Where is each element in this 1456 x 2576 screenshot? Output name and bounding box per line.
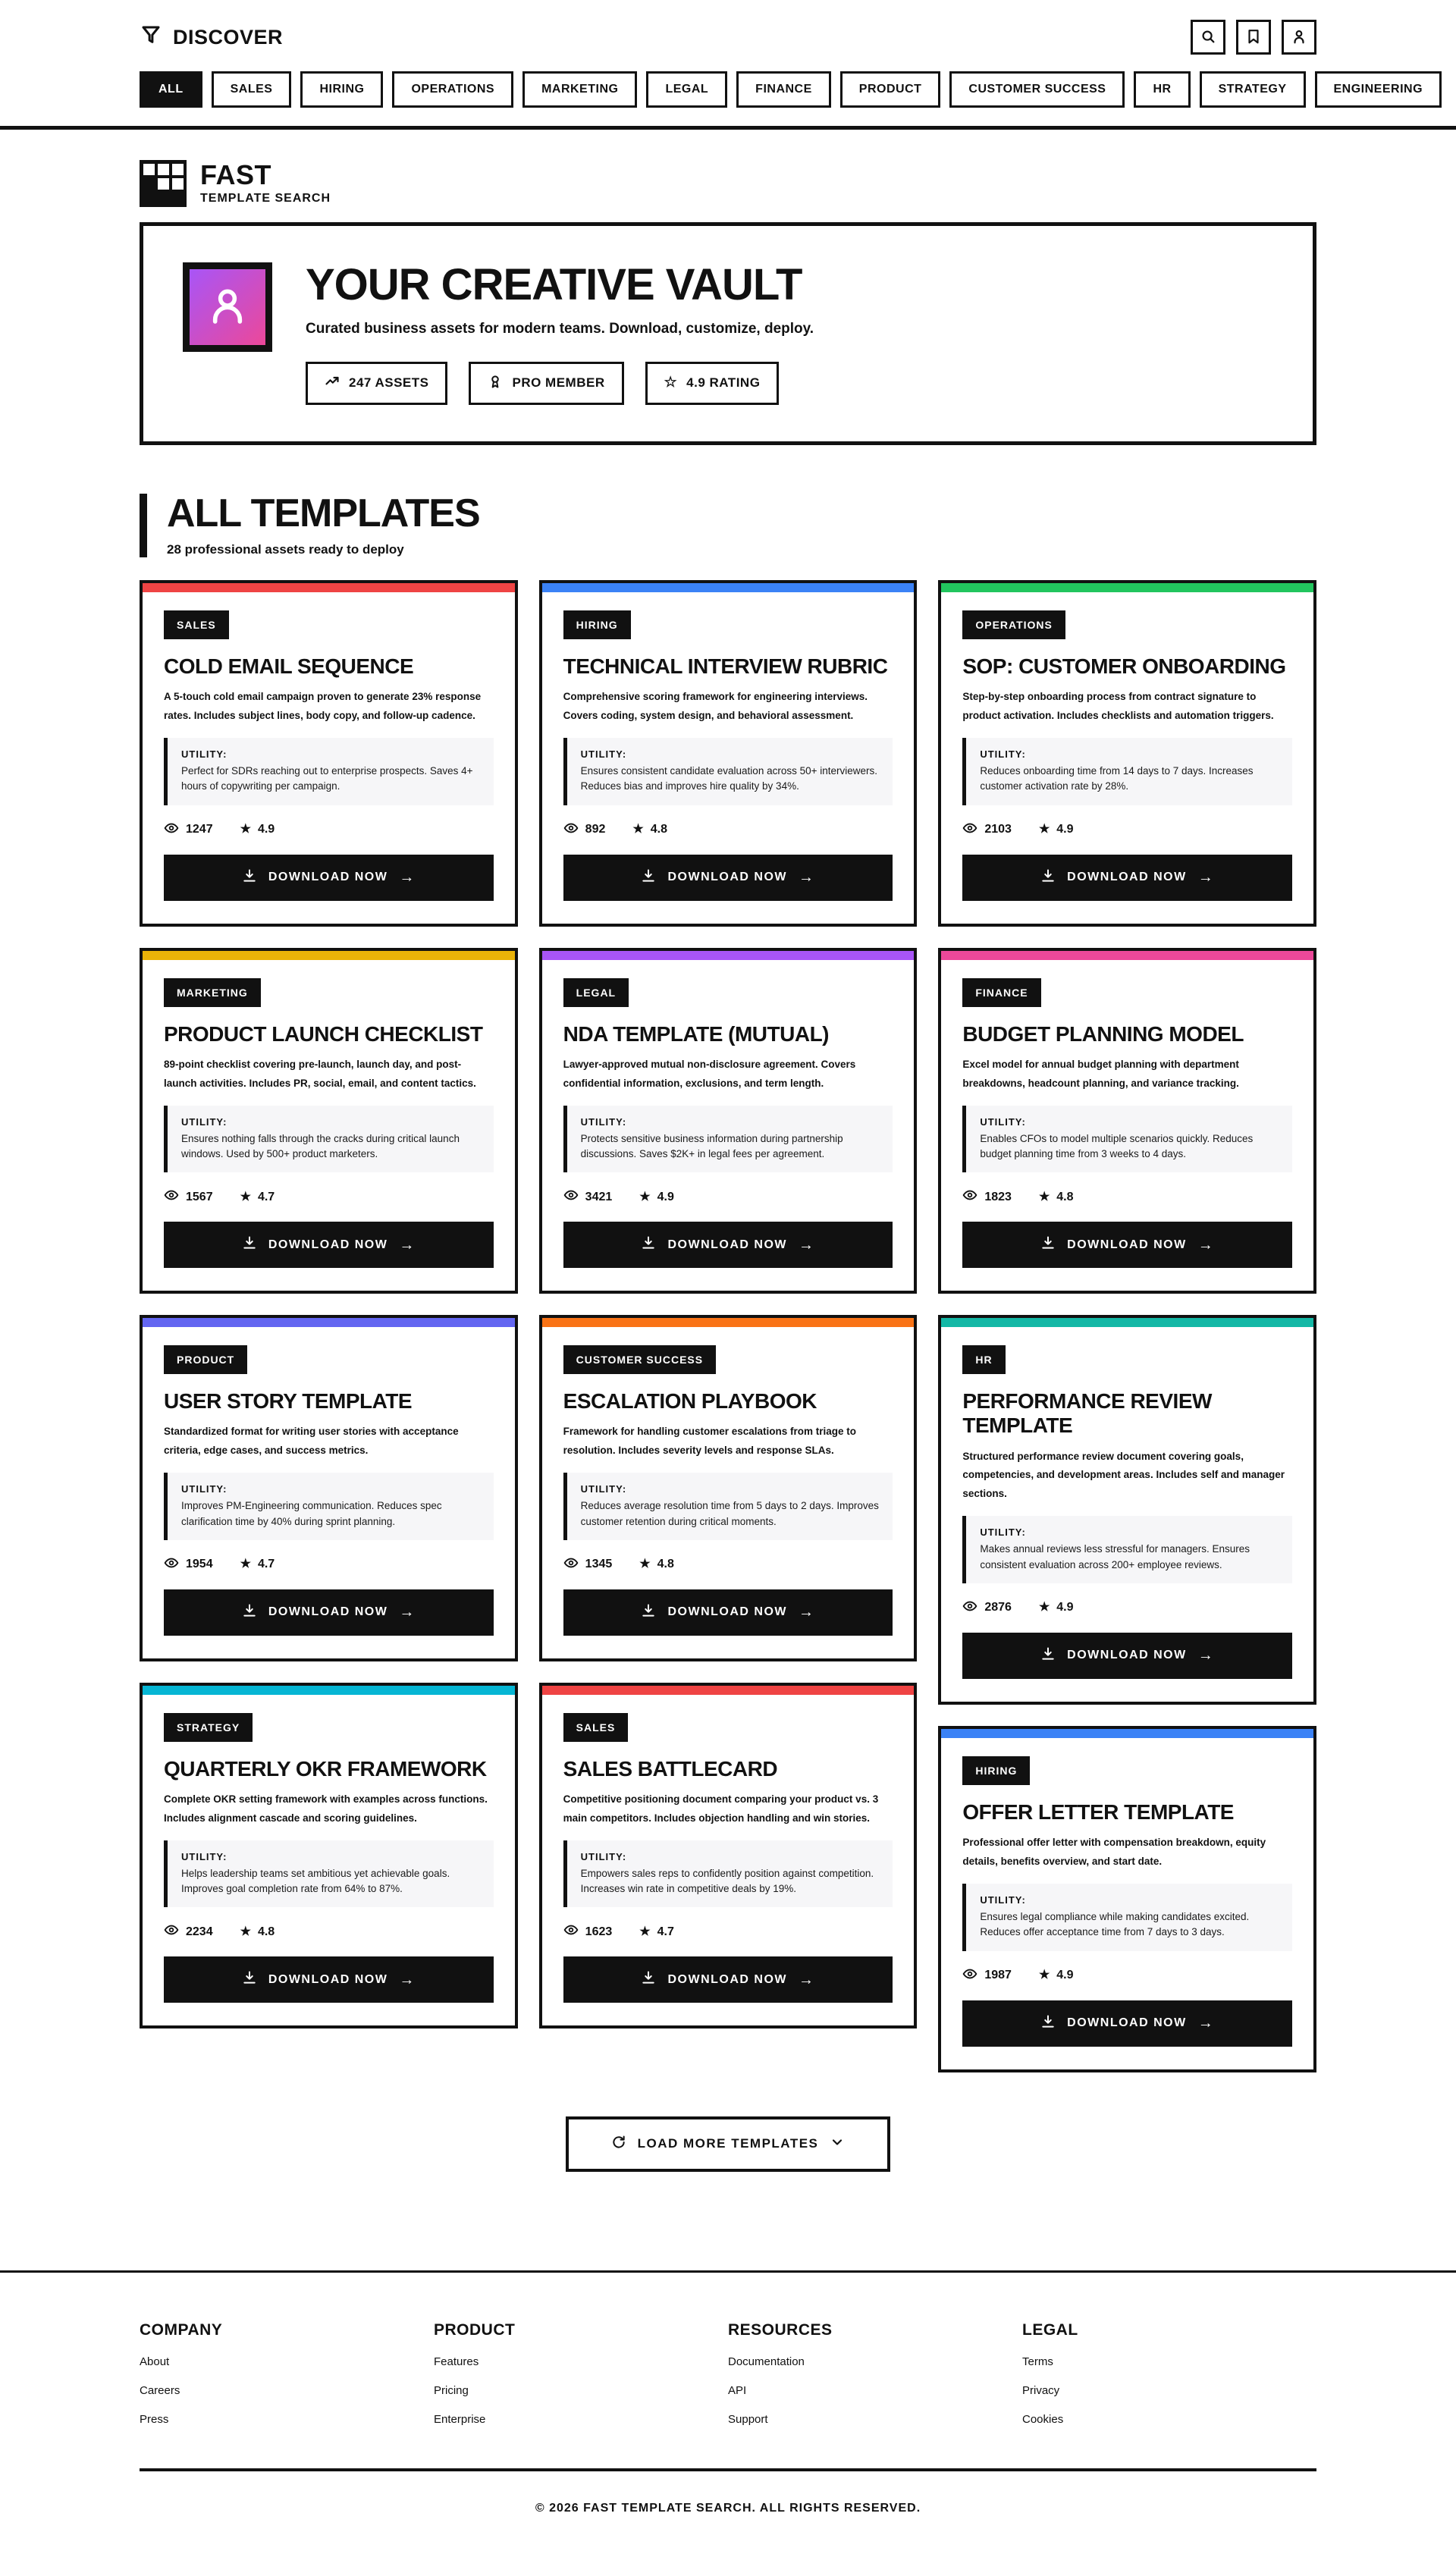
tab-hiring[interactable]: HIRING bbox=[300, 71, 383, 108]
user-button[interactable] bbox=[1282, 20, 1316, 55]
arrow-right-icon: → bbox=[799, 1236, 815, 1253]
site-footer bbox=[0, 2270, 1456, 2576]
utility-box bbox=[962, 1884, 1292, 1951]
eye-icon bbox=[962, 1599, 977, 1617]
brand-title: DISCOVER bbox=[173, 25, 284, 49]
category-badge: FINANCE bbox=[962, 978, 1040, 1007]
utility-text: Enables CFOs to model multiple scenarios quickly. Reduces budget planning time from 3 weeks to 4 days. bbox=[980, 1132, 1254, 1159]
download-icon bbox=[242, 1970, 257, 1989]
download-label: DOWNLOAD NOW bbox=[667, 1972, 788, 1986]
footer-link-press[interactable]: Press bbox=[140, 2412, 169, 2426]
footer-link-enterprise[interactable]: Enterprise bbox=[434, 2412, 486, 2426]
footer-link-documentation[interactable]: Documentation bbox=[728, 2355, 805, 2368]
utility-text: Improves PM-Engineering communication. Reduces spec clarification time by 40% during sprint planning. bbox=[181, 1500, 442, 1527]
footer-columns bbox=[140, 2321, 1316, 2426]
header-top bbox=[140, 0, 1316, 65]
hero-banner bbox=[140, 222, 1316, 445]
tab-marketing[interactable]: MARKETING bbox=[522, 71, 637, 108]
hero-badge bbox=[469, 362, 623, 405]
card-description: Standardized format for writing user stories with acceptance criteria, edge cases, and success metrics. bbox=[164, 1426, 459, 1457]
category-badge: HR bbox=[962, 1345, 1005, 1374]
bookmark-icon bbox=[1245, 28, 1262, 47]
load-more-label: LOAD MORE TEMPLATES bbox=[637, 2136, 819, 2151]
section-subtitle: 28 professional assets ready to deploy bbox=[167, 541, 404, 557]
star-icon: ★ bbox=[1038, 1969, 1050, 1982]
card-accent-bar bbox=[941, 1318, 1313, 1327]
hero-subtitle: Curated business assets for modern teams. Download, customize, deploy. bbox=[306, 320, 814, 337]
download-label: DOWNLOAD NOW bbox=[667, 871, 788, 884]
section-title: ALL TEMPLATES bbox=[167, 491, 480, 535]
views-count: 1567 bbox=[186, 1190, 213, 1203]
trending-up-icon bbox=[325, 374, 340, 393]
footer-heading: LEGAL bbox=[1022, 2320, 1078, 2339]
category-badge: HIRING bbox=[563, 610, 631, 639]
utility-box bbox=[563, 1106, 893, 1173]
template-card bbox=[938, 948, 1316, 1294]
card-title: NDA TEMPLATE (MUTUAL) bbox=[563, 1021, 829, 1046]
views-count: 3421 bbox=[585, 1190, 613, 1203]
arrow-right-icon: → bbox=[799, 1971, 815, 1988]
utility-box bbox=[164, 738, 494, 805]
star-icon: ★ bbox=[240, 823, 251, 836]
star-icon: ★ bbox=[1038, 1601, 1050, 1614]
utility-box bbox=[164, 1473, 494, 1540]
download-label: DOWNLOAD NOW bbox=[667, 1238, 788, 1251]
utility-text: Ensures legal compliance while making candidates excited. Reduces offer acceptance time from 7 days to 3 days. bbox=[980, 1911, 1250, 1938]
tab-operations[interactable]: OPERATIONS bbox=[392, 71, 513, 108]
utility-text: Reduces average resolution time from 5 days to 2 days. Improves customer retention during critical moments. bbox=[580, 1500, 879, 1527]
download-button[interactable] bbox=[962, 2000, 1292, 2047]
category-badge: STRATEGY bbox=[164, 1713, 253, 1742]
footer-link-features[interactable]: Features bbox=[434, 2355, 479, 2368]
utility-label: UTILITY: bbox=[580, 1115, 627, 1128]
utility-text: Protects sensitive business information during partnership discussions. Saves $2K+ in legal fees per agreement. bbox=[580, 1132, 843, 1159]
section-head bbox=[140, 491, 1316, 557]
eye-icon bbox=[962, 1966, 977, 1985]
download-button[interactable] bbox=[164, 1589, 494, 1636]
views-count: 1247 bbox=[186, 823, 213, 836]
arrow-right-icon: → bbox=[1197, 2015, 1215, 2032]
card-stats bbox=[164, 820, 494, 839]
bookmark-button[interactable] bbox=[1236, 20, 1271, 55]
card-description: 89-point checklist covering pre-launch, launch day, and post-launch activities. Includes PR, social, email, and content tactics. bbox=[164, 1058, 476, 1089]
download-icon bbox=[641, 868, 656, 887]
utility-text: Ensures nothing falls through the cracks during critical launch windows. Used by 500+ product marketers. bbox=[181, 1132, 460, 1159]
tab-strategy[interactable]: STRATEGY bbox=[1200, 71, 1306, 108]
footer-heading: RESOURCES bbox=[728, 2320, 833, 2339]
star-icon: ★ bbox=[639, 1558, 651, 1571]
download-button[interactable] bbox=[563, 1589, 893, 1636]
card-stats bbox=[164, 1188, 494, 1206]
footer-column-product bbox=[434, 2321, 728, 2426]
arrow-right-icon: → bbox=[1197, 869, 1215, 886]
rating-value: 4.9 bbox=[1056, 1969, 1074, 1982]
download-button[interactable] bbox=[164, 1956, 494, 2003]
card-title: PERFORMANCE REVIEW TEMPLATE bbox=[962, 1389, 1212, 1438]
star-icon: ★ bbox=[639, 1925, 651, 1938]
download-button[interactable] bbox=[164, 855, 494, 901]
category-badge: CUSTOMER SUCCESS bbox=[563, 1345, 716, 1374]
hero-badge-label: PRO MEMBER bbox=[512, 375, 605, 391]
views-count: 892 bbox=[585, 823, 606, 836]
utility-label: UTILITY: bbox=[181, 748, 228, 761]
footer-link-cookies[interactable]: Cookies bbox=[1022, 2412, 1064, 2426]
card-title: TECHNICAL INTERVIEW RUBRIC bbox=[563, 654, 888, 678]
download-icon bbox=[1040, 1646, 1056, 1665]
card-description: Framework for handling customer escalations from triage to resolution. Includes severity levels and response SLAs. bbox=[563, 1426, 857, 1457]
utility-label: UTILITY: bbox=[181, 1483, 228, 1495]
utility-text: Perfect for SDRs reaching out to enterprise prospects. Saves 4+ hours of copywriting per campaign. bbox=[181, 765, 473, 792]
utility-text: Ensures consistent candidate evaluation across 50+ interviewers. Reduces bias and improves hire quality by 34%. bbox=[580, 765, 878, 792]
main-content bbox=[140, 130, 1316, 2172]
tab-finance[interactable]: FINANCE bbox=[736, 71, 831, 108]
utility-label: UTILITY: bbox=[580, 1850, 627, 1862]
card-title: ESCALATION PLAYBOOK bbox=[563, 1389, 817, 1414]
download-icon bbox=[1040, 2014, 1056, 2033]
views-count: 1954 bbox=[186, 1558, 213, 1571]
load-more-button[interactable] bbox=[566, 2116, 891, 2172]
utility-box bbox=[563, 1473, 893, 1540]
views-count: 1623 bbox=[585, 1925, 613, 1938]
footer-column-resources bbox=[728, 2321, 1022, 2426]
utility-box bbox=[563, 738, 893, 805]
logo-title: FAST bbox=[200, 159, 272, 190]
card-description: Step-by-step onboarding process from contract signature to product activation. Includes checklists and automation triggers. bbox=[962, 691, 1274, 722]
header-actions bbox=[1191, 20, 1316, 55]
card-accent-bar bbox=[542, 583, 915, 592]
utility-box bbox=[164, 1840, 494, 1908]
download-button[interactable] bbox=[164, 1222, 494, 1268]
refresh-icon bbox=[611, 2135, 626, 2154]
utility-label: UTILITY: bbox=[181, 1115, 228, 1128]
card-stats bbox=[962, 1966, 1292, 1985]
views-count: 2103 bbox=[984, 823, 1012, 836]
card-stats bbox=[164, 1555, 494, 1574]
category-badge: SALES bbox=[164, 610, 229, 639]
arrow-right-icon: → bbox=[399, 1236, 416, 1253]
card-stats bbox=[563, 820, 893, 839]
category-badge: OPERATIONS bbox=[962, 610, 1065, 639]
rating-value: 4.9 bbox=[1056, 823, 1074, 836]
eye-icon bbox=[563, 1922, 579, 1941]
category-badge: PRODUCT bbox=[164, 1345, 247, 1374]
download-icon bbox=[1040, 868, 1056, 887]
star-icon: ★ bbox=[1038, 823, 1050, 836]
tab-product[interactable]: PRODUCT bbox=[840, 71, 941, 108]
download-label: DOWNLOAD NOW bbox=[268, 1605, 388, 1619]
user-icon bbox=[206, 284, 249, 331]
card-stats bbox=[563, 1922, 893, 1941]
card-description: Professional offer letter with compensation breakdown, equity details, benefits overview, and start date. bbox=[962, 1837, 1266, 1868]
tab-sales[interactable]: SALES bbox=[212, 71, 292, 108]
card-description: Lawyer-approved mutual non-disclosure agreement. Covers confidential information, exclusions, and term length. bbox=[563, 1058, 856, 1089]
utility-box bbox=[962, 1106, 1292, 1173]
award-icon bbox=[488, 374, 503, 393]
template-card bbox=[140, 580, 518, 927]
card-accent-bar bbox=[941, 583, 1313, 592]
footer-link-privacy[interactable]: Privacy bbox=[1022, 2383, 1060, 2397]
template-card bbox=[539, 1315, 918, 1661]
utility-text: Helps leadership teams set ambitious yet achievable goals. Improves goal completion rate from 64% to 87%. bbox=[181, 1867, 450, 1895]
template-card bbox=[140, 1683, 518, 2029]
download-label: DOWNLOAD NOW bbox=[1067, 1649, 1187, 1662]
card-title: USER STORY TEMPLATE bbox=[164, 1389, 413, 1414]
tab-hr[interactable]: HR bbox=[1134, 71, 1190, 108]
views-count: 2234 bbox=[186, 1925, 213, 1938]
tab-legal[interactable]: LEGAL bbox=[646, 71, 727, 108]
utility-text: Makes annual reviews less stressful for managers. Ensures consistent evaluation across 200+ employee reviews. bbox=[980, 1543, 1250, 1570]
utility-label: UTILITY: bbox=[980, 748, 1026, 761]
card-accent-bar bbox=[941, 951, 1313, 960]
utility-label: UTILITY: bbox=[980, 1526, 1026, 1539]
rating-value: 4.9 bbox=[1056, 1601, 1074, 1614]
card-accent-bar bbox=[941, 1729, 1313, 1738]
card-description: Complete OKR setting framework with examples across functions. Includes alignment cascade and scoring guidelines. bbox=[164, 1793, 488, 1824]
chevron-down-icon bbox=[830, 2135, 845, 2154]
rating-value: 4.7 bbox=[257, 1190, 275, 1203]
utility-label: UTILITY: bbox=[181, 1850, 228, 1862]
download-button[interactable] bbox=[962, 855, 1292, 901]
download-button[interactable] bbox=[962, 1633, 1292, 1679]
tab-customer-success[interactable]: CUSTOMER SUCCESS bbox=[949, 71, 1125, 108]
hero-title: YOUR CREATIVE VAULT bbox=[306, 260, 802, 309]
eye-icon bbox=[563, 1555, 579, 1574]
footer-link-api[interactable]: API bbox=[728, 2383, 747, 2397]
utility-box bbox=[962, 738, 1292, 805]
footer-column-company bbox=[140, 2321, 434, 2426]
arrow-right-icon: → bbox=[399, 1604, 416, 1621]
card-accent-bar bbox=[542, 951, 915, 960]
rating-value: 4.9 bbox=[657, 1190, 674, 1203]
footer-divider bbox=[140, 2468, 1316, 2471]
template-card bbox=[140, 948, 518, 1294]
card-stats bbox=[563, 1555, 893, 1574]
rating-value: 4.8 bbox=[1056, 1190, 1074, 1203]
eye-icon bbox=[563, 1188, 579, 1206]
footer-link-support[interactable]: Support bbox=[728, 2412, 768, 2426]
template-card bbox=[140, 1315, 518, 1661]
card-stats bbox=[164, 1922, 494, 1941]
template-card bbox=[539, 580, 918, 927]
arrow-right-icon: → bbox=[799, 869, 815, 886]
star-icon: ★ bbox=[240, 1190, 251, 1203]
download-label: DOWNLOAD NOW bbox=[268, 871, 388, 884]
utility-box bbox=[962, 1516, 1292, 1583]
hero-badge bbox=[306, 362, 447, 405]
star-icon: ★ bbox=[632, 823, 644, 836]
card-description: Excel model for annual budget planning with department breakdowns, headcount planning, and variance tracking. bbox=[962, 1058, 1239, 1089]
footer-heading: PRODUCT bbox=[434, 2320, 516, 2339]
download-button[interactable] bbox=[563, 1222, 893, 1268]
arrow-right-icon: → bbox=[1197, 1236, 1215, 1253]
card-title: QUARTERLY OKR FRAMEWORK bbox=[164, 1756, 487, 1781]
grid-column-3 bbox=[938, 580, 1316, 2072]
eye-icon bbox=[563, 820, 579, 839]
download-icon bbox=[641, 1603, 656, 1622]
views-count: 2876 bbox=[984, 1601, 1012, 1614]
rating-value: 4.8 bbox=[657, 1558, 674, 1571]
eye-icon bbox=[962, 1188, 977, 1206]
card-stats bbox=[962, 820, 1292, 839]
rating-value: 4.9 bbox=[257, 823, 275, 836]
hero-badge-label: 4.9 RATING bbox=[686, 375, 761, 391]
card-title: OFFER LETTER TEMPLATE bbox=[962, 1799, 1234, 1824]
tab-engineering[interactable]: ENGINEERING bbox=[1315, 71, 1442, 108]
copyright: © 2026 FAST TEMPLATE SEARCH. ALL RIGHTS RESERVED. bbox=[535, 2501, 921, 2515]
star-icon: ★ bbox=[240, 1925, 251, 1938]
tab-all[interactable]: ALL bbox=[140, 71, 202, 108]
card-accent-bar bbox=[143, 1318, 515, 1327]
utility-text: Reduces onboarding time from 14 days to 7 days. Increases customer activation rate by 28%. bbox=[980, 765, 1254, 792]
utility-label: UTILITY: bbox=[980, 1894, 1026, 1906]
download-icon bbox=[1040, 1235, 1056, 1254]
card-description: Structured performance review document covering goals, competencies, and development areas. Includes self and manager sections. bbox=[962, 1450, 1285, 1500]
eye-icon bbox=[164, 820, 179, 839]
card-title: BUDGET PLANNING MODEL bbox=[962, 1021, 1244, 1046]
download-button[interactable] bbox=[563, 855, 893, 901]
download-icon bbox=[242, 1603, 257, 1622]
category-badge: MARKETING bbox=[164, 978, 261, 1007]
utility-label: UTILITY: bbox=[580, 748, 627, 761]
download-icon bbox=[242, 1235, 257, 1254]
download-button[interactable] bbox=[563, 1956, 893, 2003]
footer-link-about[interactable]: About bbox=[140, 2355, 170, 2368]
utility-text: Empowers sales reps to confidently position against competition. Increases win rate in competitive deals by 19%. bbox=[580, 1867, 874, 1895]
views-count: 1823 bbox=[984, 1190, 1012, 1203]
eye-icon bbox=[164, 1555, 179, 1574]
utility-label: UTILITY: bbox=[980, 1115, 1026, 1128]
card-description: Comprehensive scoring framework for engineering interviews. Covers coding, system design, and behavioral assessment. bbox=[563, 691, 868, 722]
download-button[interactable] bbox=[962, 1222, 1292, 1268]
star-icon: ★ bbox=[240, 1558, 251, 1571]
avatar bbox=[183, 262, 272, 352]
download-icon bbox=[242, 868, 257, 887]
footer-column-legal bbox=[1022, 2321, 1316, 2426]
brand bbox=[140, 24, 283, 52]
rating-value: 4.8 bbox=[650, 823, 667, 836]
eye-icon bbox=[164, 1188, 179, 1206]
hero-badges bbox=[306, 362, 814, 405]
download-label: DOWNLOAD NOW bbox=[1067, 1238, 1187, 1251]
card-title: SALES BATTLECARD bbox=[563, 1756, 778, 1781]
hero-badge-label: 247 ASSETS bbox=[349, 375, 429, 391]
card-stats bbox=[962, 1188, 1292, 1206]
card-description: A 5-touch cold email campaign proven to generate 23% response rates. Includes subject lines, body copy, and follow-up cadence. bbox=[164, 691, 482, 722]
card-accent-bar bbox=[542, 1686, 915, 1695]
search-icon bbox=[1200, 28, 1216, 47]
card-accent-bar bbox=[143, 951, 515, 960]
logo-row bbox=[140, 130, 1316, 207]
user-icon bbox=[1291, 28, 1307, 47]
arrow-right-icon: → bbox=[399, 869, 416, 886]
footer-link-terms[interactable]: Terms bbox=[1022, 2355, 1053, 2368]
card-stats bbox=[962, 1599, 1292, 1617]
arrow-right-icon: → bbox=[399, 1971, 416, 1988]
grid-column-1 bbox=[140, 580, 518, 2072]
grid-logo-icon bbox=[140, 160, 187, 207]
filter-icon bbox=[140, 24, 162, 52]
card-accent-bar bbox=[143, 583, 515, 592]
download-label: DOWNLOAD NOW bbox=[667, 1605, 788, 1619]
category-badge: LEGAL bbox=[563, 978, 629, 1007]
template-card bbox=[938, 1726, 1316, 2072]
card-title: PRODUCT LAUNCH CHECKLIST bbox=[164, 1021, 483, 1046]
hero-badge bbox=[645, 362, 780, 405]
template-card bbox=[539, 948, 918, 1294]
site-header bbox=[0, 0, 1456, 130]
download-label: DOWNLOAD NOW bbox=[268, 1972, 388, 1986]
footer-link-careers[interactable]: Careers bbox=[140, 2383, 180, 2397]
card-accent-bar bbox=[143, 1686, 515, 1695]
card-stats bbox=[563, 1188, 893, 1206]
card-description: Competitive positioning document comparing your product vs. 3 main competitors. Includes objection handling and win stories. bbox=[563, 1793, 879, 1824]
star-outline-icon: ☆ bbox=[664, 375, 678, 391]
template-card bbox=[539, 1683, 918, 2029]
arrow-right-icon: → bbox=[799, 1604, 815, 1621]
download-label: DOWNLOAD NOW bbox=[1067, 871, 1187, 884]
eye-icon bbox=[164, 1922, 179, 1941]
card-title: SOP: CUSTOMER ONBOARDING bbox=[962, 654, 1286, 678]
utility-box bbox=[164, 1106, 494, 1173]
footer-link-pricing[interactable]: Pricing bbox=[434, 2383, 469, 2397]
views-count: 1987 bbox=[984, 1969, 1012, 1982]
template-card bbox=[938, 580, 1316, 927]
category-tabs bbox=[140, 65, 1423, 126]
rating-value: 4.8 bbox=[257, 1925, 275, 1938]
download-label: DOWNLOAD NOW bbox=[268, 1238, 388, 1251]
star-icon: ★ bbox=[639, 1190, 651, 1203]
star-icon: ★ bbox=[1038, 1190, 1050, 1203]
template-card bbox=[938, 1315, 1316, 1705]
card-accent-bar bbox=[542, 1318, 915, 1327]
rating-value: 4.7 bbox=[657, 1925, 674, 1938]
arrow-right-icon: → bbox=[1197, 1647, 1215, 1665]
template-grid bbox=[140, 580, 1316, 2072]
rating-value: 4.7 bbox=[257, 1558, 275, 1571]
download-icon bbox=[641, 1235, 656, 1254]
card-title: COLD EMAIL SEQUENCE bbox=[164, 654, 414, 678]
download-label: DOWNLOAD NOW bbox=[1067, 2016, 1187, 2030]
logo-subtitle: TEMPLATE SEARCH bbox=[200, 192, 331, 205]
grid-column-2 bbox=[539, 580, 918, 2072]
search-button[interactable] bbox=[1191, 20, 1225, 55]
category-badge: SALES bbox=[563, 1713, 629, 1742]
views-count: 1345 bbox=[585, 1558, 613, 1571]
download-icon bbox=[641, 1970, 656, 1989]
footer-heading: COMPANY bbox=[140, 2320, 223, 2339]
utility-label: UTILITY: bbox=[580, 1483, 627, 1495]
category-badge: HIRING bbox=[962, 1756, 1030, 1785]
eye-icon bbox=[962, 820, 977, 839]
utility-box bbox=[563, 1840, 893, 1908]
